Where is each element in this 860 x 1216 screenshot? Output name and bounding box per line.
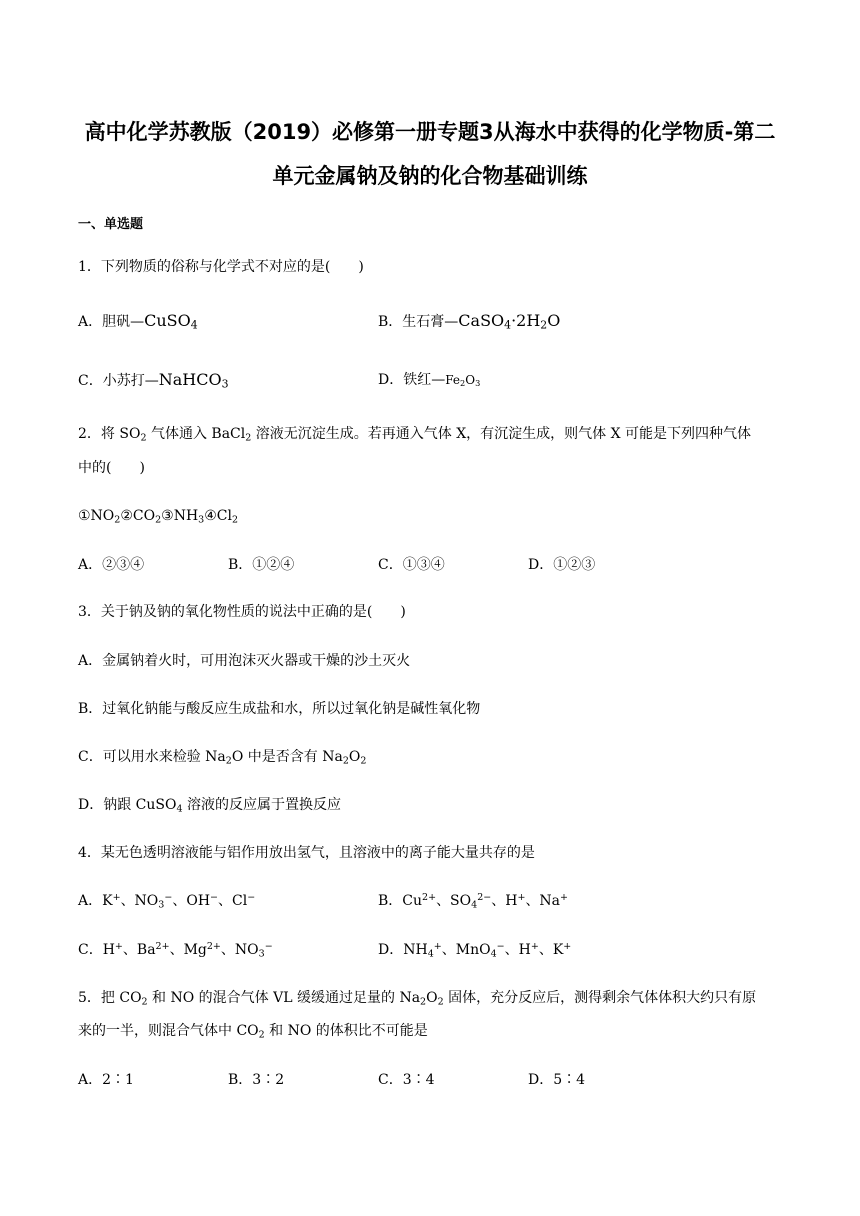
question-3-stem: 3．关于钠及钠的氧化物性质的说法中正确的是( ) xyxy=(78,604,406,620)
formula-fe2o3: $Fe_2O_3$ xyxy=(445,373,481,389)
question-4-stem: 4．某无色透明溶液能与铝作用放出氢气，且溶液中的离子能大量共存的是 xyxy=(78,845,535,861)
document-title-line2: 单元金属钠及钠的化合物基础训练 xyxy=(272,164,588,188)
question-1-option-b xyxy=(378,311,560,332)
question-2-option-c: C．①③④ xyxy=(378,557,445,573)
question-1-stem: 1．下列物质的俗称与化学式不对应的是( ) xyxy=(78,259,364,275)
formula-cuso4: CuSO$_4$ xyxy=(144,311,198,332)
question-5-stem-line1: 5．把 $CO_2$ 和 NO 的混合气体 VL 缓缓通过足量的 $Na_2O_2$ 固体，充分反应后，测得剩余气体体积大约只有原 xyxy=(78,990,757,1008)
option-d-label: D．铁红— xyxy=(378,372,446,388)
question-4-option-c: C．H+、$Ba^{2+}$、$Mg^{2+}$、$NO_3^-$ xyxy=(78,940,273,960)
question-4-option-a: A．K+、$NO_3^-$、OH−、Cl− xyxy=(78,891,256,911)
question-3-option-a: A．金属钠着火时，可用泡沫灭火器或干燥的沙土灭火 xyxy=(78,653,411,669)
question-3-option-b: B．过氧化钠能与酸反应生成盐和水，所以过氧化钠是碱性氧化物 xyxy=(78,701,481,717)
question-5-option-d: D．5∶4 xyxy=(528,1072,586,1088)
question-2-stem-line1: 2．将 $SO_2$ 气体通入 BaCl$_2$ 溶液无沉淀生成。若再通入气体 X，有沉淀生成，则气体 X 可能是下列四种气体 xyxy=(78,426,752,444)
formula-caso4-2h2o: $CaSO_4\cdot 2H_2O$ xyxy=(458,311,561,332)
question-2-gas-list: $①NO_2②CO_2③NH_3④Cl_2$ xyxy=(78,508,239,526)
question-1-option-a xyxy=(78,311,198,332)
question-4-option-d: D．$NH_4^+$、MnO$_4$−、H+、K+ xyxy=(378,940,572,960)
question-2-option-d: D．①②③ xyxy=(528,557,596,573)
question-2-stem-line2: 中的( ) xyxy=(78,460,145,476)
question-1-option-c xyxy=(78,370,229,391)
question-5-option-c: C．3∶4 xyxy=(378,1072,435,1088)
question-1-option-d xyxy=(378,370,480,390)
option-b-label: B．生石膏— xyxy=(378,314,459,330)
option-c-label: C．小苏打— xyxy=(78,373,159,389)
question-5-stem-line2: 来的一半，则混合气体中 $CO_2$ 和 NO 的体积比不可能是 xyxy=(78,1023,428,1041)
option-a-label: A．胆矾— xyxy=(78,314,145,330)
question-5-option-b: B．3∶2 xyxy=(228,1072,285,1088)
question-2-option-b: B．①②④ xyxy=(228,557,295,573)
question-3-option-c: C．可以用水来检验 $Na_2O$ 中是否含有 $Na_2O_2$ xyxy=(78,749,367,767)
question-4-option-b: B．$Cu^{2+}$、$SO_4^{2-}$、H+、Na+ xyxy=(378,891,569,911)
document-title-line1: 高中化学苏教版（2019）必修第一册专题3从海水中获得的化学物质-第二 xyxy=(84,120,776,144)
question-2-option-a: A．②③④ xyxy=(78,557,145,573)
question-3-option-d: D．钠跟 CuSO$_4$ 溶液的反应属于置换反应 xyxy=(78,797,341,815)
section-heading: 一、单选题 xyxy=(78,217,144,232)
question-5-option-a: A．2∶1 xyxy=(78,1072,134,1088)
formula-nahco3: NaHCO$_3$ xyxy=(158,370,229,391)
